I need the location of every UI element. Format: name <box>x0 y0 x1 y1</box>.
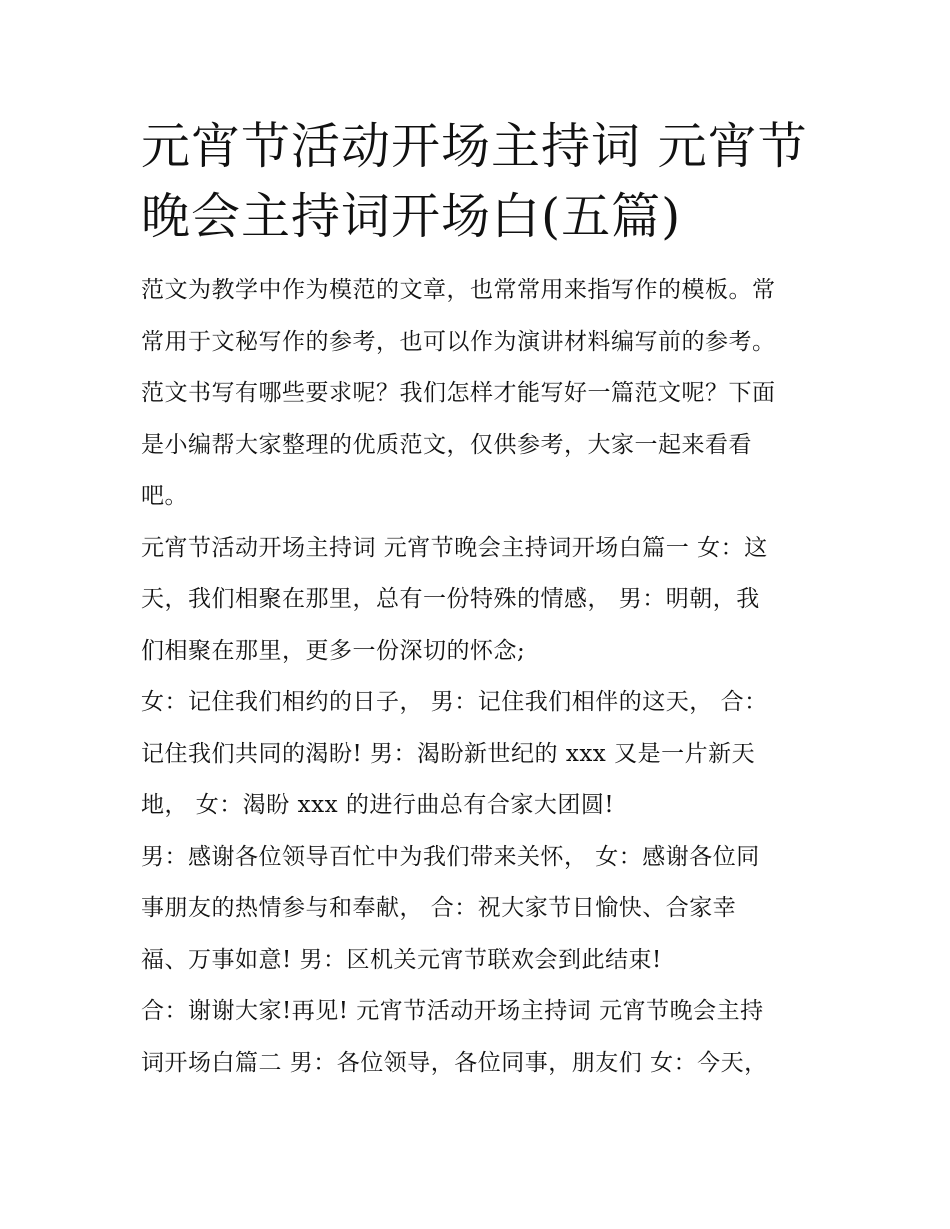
body-line: 词开场白篇二 男：各位领导，各位同事，朋友们 女：今天， <box>141 1049 768 1076</box>
body-line: 是小编帮大家整理的优质范文，仅供参考，大家一起来看看 <box>141 431 752 458</box>
body-line: 范文为教学中作为模范的文章，也常常用来指写作的模板。常 <box>141 277 776 303</box>
body-line: 们相聚在那里，更多一份深切的怀念; <box>141 637 526 664</box>
body-line: 吧。 <box>141 483 188 509</box>
body-line: 福、万事如意! 男：区机关元宵节联欢会到此结束! <box>141 946 662 973</box>
body-line: 范文书写有哪些要求呢？我们怎样才能写好一篇范文呢？下面 <box>141 380 776 406</box>
body-line: 合：谢谢大家!再见! 元宵节活动开场主持词 元宵节晚会主持 <box>141 998 764 1024</box>
document-body <box>141 265 821 1089</box>
title-line-1: 元宵节活动开场主持词 元宵节 <box>141 118 808 175</box>
body-line: 女：记住我们相约的日子， 男：记住我们相伴的这天， 合： <box>141 689 768 715</box>
body-line: 天，我们相聚在那里，总有一份特殊的情感， 男：明朝，我 <box>141 586 760 612</box>
body-line: 地， 女：渴盼 xxx 的进行曲总有合家大团圆! <box>141 792 615 818</box>
body-line: 元宵节活动开场主持词 元宵节晚会主持词开场白篇一 女：这 <box>141 534 768 561</box>
body-line: 常用于文秘写作的参考，也可以作为演讲材料编写前的参考。 <box>141 328 776 355</box>
document-title <box>141 112 821 252</box>
document-page <box>141 112 821 1089</box>
body-line: 事朋友的热情参与和奉献， 合：祝大家节日愉快、合家幸 <box>141 895 737 921</box>
body-line: 男：感谢各位领导百忙中为我们带来关怀， 女：感谢各位同 <box>141 843 760 870</box>
title-line-2: 晚会主持词开场白(五篇) <box>141 188 682 245</box>
body-line: 记住我们共同的渴盼! 男：渴盼新世纪的 xxx 又是一片新天 <box>141 740 756 767</box>
